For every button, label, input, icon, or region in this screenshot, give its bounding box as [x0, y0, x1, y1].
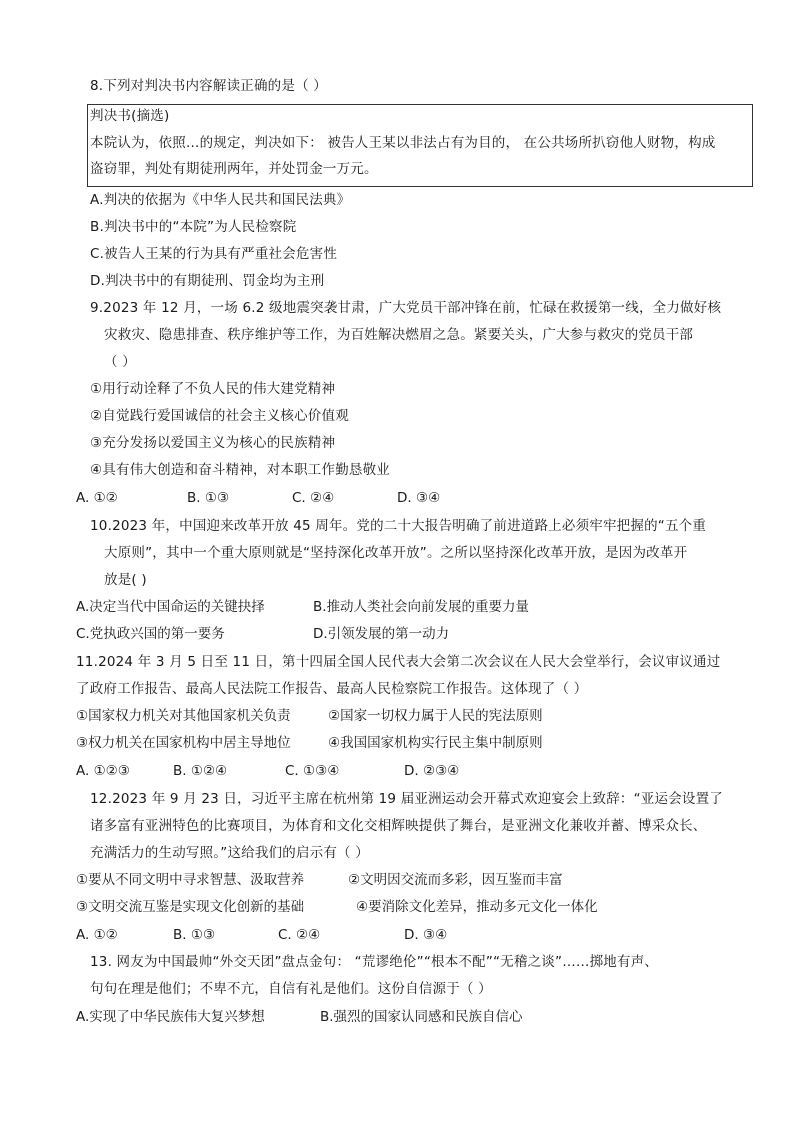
q12-option-a: A. ①② — [76, 927, 118, 943]
q13-stem-line1: 13. 网友为中国最帅“外交天团”盘点金句： “荒谬绝伦”“根本不配”“无稽之谈”……掷地有声、 — [90, 954, 659, 970]
q10-option-a: A.决定当代中国命运的关键抉择 — [76, 599, 265, 615]
q11-statement-3: ③权力机关在国家机构中居主导地位 — [76, 735, 291, 751]
q12-statement-2: ②文明因交流而多彩，因互鉴而丰富 — [348, 872, 563, 888]
q12-statement-1: ①要从不同文明中寻求智慧、汲取营养 — [76, 872, 305, 888]
q9-stem-line3: （ ） — [104, 354, 136, 370]
q10-stem-line1: 10.2023 年，中国迎来改革开放 45 周年。党的二十大报告明确了前进道路上必须牢牢把握的“五个重 — [90, 518, 707, 534]
q11-option-b: B. ①②④ — [173, 763, 228, 779]
q13-option-b: B.强烈的国家认同感和民族自信心 — [320, 1009, 523, 1025]
q9-stem-line2: 灾救灾、隐患排查、秩序维护等工作，为百姓解决燃眉之急。紧要关头，广大参与救灾的党员干部 — [104, 327, 694, 343]
q12-stem-line1: 12.2023 年 9 月 23 日，习近平主席在杭州第 19 届亚洲运动会开幕式欢迎宴会上致辞：“亚运会设置了 — [90, 791, 724, 807]
q9-statement-3: ③充分发扬以爱国主义为核心的民族精神 — [90, 435, 336, 451]
q10-stem-line3: 放是( ) — [104, 572, 147, 588]
verdict-text-line2: 盗窃罪，判处有期徒刑两年，并处罚金一万元。 — [90, 161, 378, 177]
q10-option-b: B.推动人类社会向前发展的重要力量 — [313, 599, 530, 615]
q11-stem-line1: 11.2024 年 3 月 5 日至 11 日，第十四届全国人民代表大会第二次会议在人民大会堂举行，会议审议通过 — [76, 654, 721, 670]
q11-statement-4: ④我国国家机构实行民主集中制原则 — [328, 735, 543, 751]
q11-stem-line2: 了政府工作报告、最高人民法院工作报告、最高人民检察院工作报告。这体现了（ ） — [76, 681, 588, 697]
q11-statement-2: ②国家一切权力属于人民的宪法原则 — [328, 708, 543, 724]
q9-option-b: B. ①③ — [187, 490, 230, 506]
q11-option-c: C. ①③④ — [285, 763, 340, 779]
q12-option-c: C. ②④ — [278, 927, 321, 943]
q13-option-a: A.实现了中华民族伟大复兴梦想 — [76, 1009, 265, 1025]
q12-statement-3: ③文明交流互鉴是实现文化创新的基础 — [76, 899, 305, 915]
verdict-text-line1: 本院认为，依照…的规定，判决如下： 被告人王某以非法占有为目的， 在公共场所扒窃他人财物，构成 — [90, 135, 716, 151]
q9-stem-line1: 9.2023 年 12 月，一场 6.2 级地震突袭甘肃，广大党员干部冲锋在前，忙碌在救援第一线，全力做好核 — [90, 300, 722, 316]
q8-option-b: B.判决书中的“本院”为人民检察院 — [90, 219, 297, 235]
q12-stem-line3: 充满活力的生动写照。”这给我们的启示有（ ） — [90, 845, 369, 861]
q8-option-a: A.判决的依据为《中华人民共和国民法典》 — [90, 192, 351, 208]
q9-statement-2: ②自觉践行爱国诚信的社会主义核心价值观 — [90, 408, 349, 424]
q12-stem-line2: 诸多富有亚洲特色的比赛项目，为体育和文化交相辉映提供了舞台，是亚洲文化兼收并蓄、博采众长、 — [90, 818, 707, 834]
q13-stem-line2: 句句在理是他们；不卑不亢，自信有礼是他们。这份自信源于（ ） — [90, 981, 492, 997]
q8-option-d: D.判决书中的有期徒刑、罚金均为主刑 — [90, 273, 325, 289]
q12-option-b: B. ①③ — [173, 927, 216, 943]
verdict-title: 判决书(摘选) — [90, 108, 170, 124]
q10-option-c: C.党执政兴国的第一要务 — [76, 626, 225, 642]
q9-option-a: A. ①② — [76, 490, 118, 506]
q9-option-c: C. ②④ — [292, 490, 335, 506]
q8-option-c: C.被告人王某的行为具有严重社会危害性 — [90, 246, 338, 262]
q9-statement-1: ①用行动诠释了不负人民的伟大建党精神 — [90, 381, 336, 397]
q11-option-a: A. ①②③ — [76, 763, 130, 779]
q12-statement-4: ④要消除文化差异，推动多元文化一体化 — [356, 899, 598, 915]
q8-stem: 8.下列对判决书内容解读正确的是（ ） — [90, 78, 327, 94]
q12-option-d: D. ③④ — [404, 927, 448, 943]
q9-statement-4: ④具有伟大创造和奋斗精神，对本职工作勤恳敬业 — [90, 462, 391, 478]
q10-stem-line2: 大原则”，其中一个重大原则就是“坚持深化改革开放”。之所以坚持深化改革开放，是因为改革开 — [104, 545, 688, 561]
q9-option-d: D. ③④ — [397, 490, 441, 506]
q11-statement-1: ①国家权力机关对其他国家机关负责 — [76, 708, 291, 724]
q11-option-d: D. ②③④ — [404, 763, 460, 779]
q10-option-d: D.引领发展的第一动力 — [313, 626, 450, 642]
